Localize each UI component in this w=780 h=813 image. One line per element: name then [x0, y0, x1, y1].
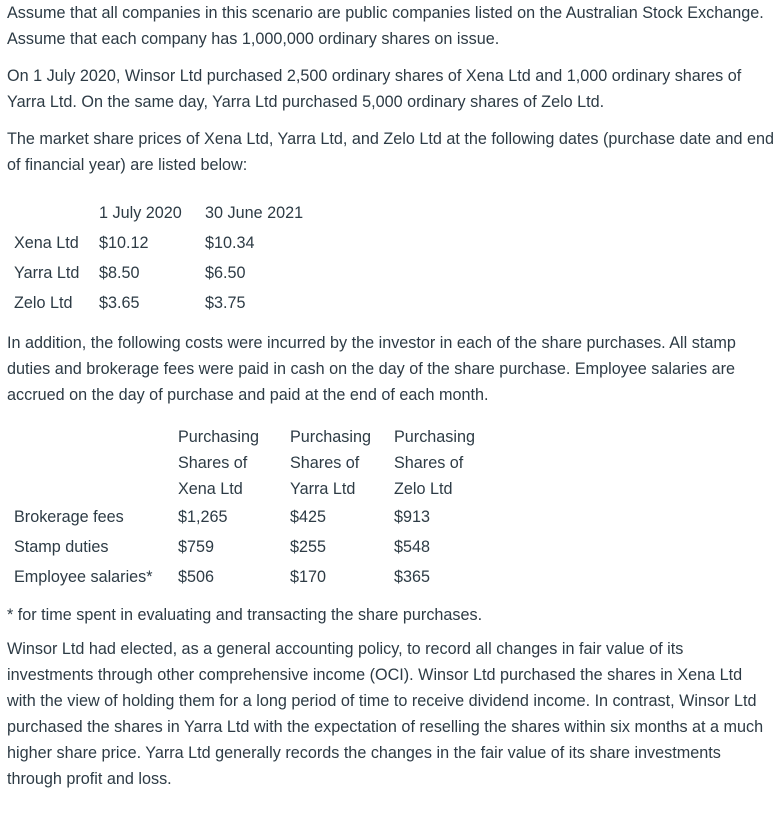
price-value: $3.65: [99, 294, 140, 312]
cost-value: $1,265: [178, 508, 228, 526]
purchase-costs-table: [14, 424, 504, 592]
price-row-yarra: [14, 258, 325, 288]
price-company: Yarra Ltd: [14, 264, 80, 282]
price-value: $10.34: [205, 234, 255, 252]
cost-label: Stamp duties: [14, 538, 109, 556]
price-value: $8.50: [99, 264, 140, 282]
footnote: * for time spent in evaluating and transacting the share purchases.: [7, 606, 483, 624]
costs-header: Purchasing: [394, 428, 475, 446]
intro-paragraph-2: On 1 July 2020, Winsor Ltd purchased 2,500 ordinary shares of Xena Ltd and 1,000 ordinary shares of Yarra Ltd. On the same day, Yarra Ltd purchased 5,000 ordinary shares of Zelo Ltd.: [7, 67, 742, 111]
costs-header-row-3: [14, 476, 504, 502]
price-row-xena: [14, 228, 325, 258]
costs-intro-paragraph: In addition, the following costs were incurred by the investor in each of the share purchases. All stamp duties and brokerage fees were paid in cash on the day of the share purchase. Employee salaries are accrued on the day of purchase and paid at the end of each month.: [7, 334, 736, 404]
costs-header: Shares of: [290, 454, 360, 472]
costs-header: Yarra Ltd: [290, 480, 356, 498]
costs-row-employee-salaries: [14, 562, 504, 592]
cost-label: Brokerage fees: [14, 508, 124, 526]
costs-row-brokerage: [14, 502, 504, 532]
share-price-table: [14, 198, 325, 318]
price-row-zelo: [14, 288, 325, 318]
cost-value: $913: [394, 508, 431, 526]
price-company: Xena Ltd: [14, 234, 79, 252]
cost-value: $548: [394, 538, 431, 556]
price-header-date-1: 1 July 2020: [99, 204, 182, 222]
intro-paragraph-1: Assume that all companies in this scenario are public companies listed on the Australian Stock Exchange. Assume that each company has 1,000,000 ordinary shares on issue.: [7, 4, 764, 48]
price-table-header-row: [14, 198, 325, 228]
cost-value: $255: [290, 538, 327, 556]
price-company: Zelo Ltd: [14, 294, 73, 312]
price-value: $3.75: [205, 294, 246, 312]
price-header-date-2: 30 June 2021: [205, 204, 304, 222]
costs-row-stamp-duties: [14, 532, 504, 562]
cost-value: $506: [178, 568, 215, 586]
price-value: $10.12: [99, 234, 149, 252]
costs-header: Zelo Ltd: [394, 480, 453, 498]
cost-label: Employee salaries*: [14, 568, 153, 586]
costs-header: Shares of: [394, 454, 464, 472]
costs-header: Shares of: [178, 454, 248, 472]
price-header-blank: [14, 198, 99, 228]
costs-header: Purchasing: [178, 428, 259, 446]
cost-value: $759: [178, 538, 215, 556]
cost-value: $425: [290, 508, 327, 526]
costs-header-row-1: [14, 424, 504, 450]
costs-header: Purchasing: [290, 428, 371, 446]
costs-header-row-2: [14, 450, 504, 476]
closing-paragraph: Winsor Ltd had elected, as a general accounting policy, to record all changes in fair value of its investments through other comprehensive income (OCI). Winsor Ltd purchased the shares in Xena Ltd with the view of holding them for a long period of time to receive dividend income. In contrast, Winsor Ltd purchased the shares in Yarra Ltd with the expectation of reselling the shares within six months at a much higher share price. Yarra Ltd generally records the changes in the fair value of its share investments through profit and loss.: [7, 640, 764, 788]
intro-paragraph-3: The market share prices of Xena Ltd, Yarra Ltd, and Zelo Ltd at the following dates (purchase date and end of financial year) are listed below:: [7, 130, 774, 174]
costs-header: Xena Ltd: [178, 480, 243, 498]
cost-value: $365: [394, 568, 431, 586]
cost-value: $170: [290, 568, 327, 586]
price-value: $6.50: [205, 264, 246, 282]
